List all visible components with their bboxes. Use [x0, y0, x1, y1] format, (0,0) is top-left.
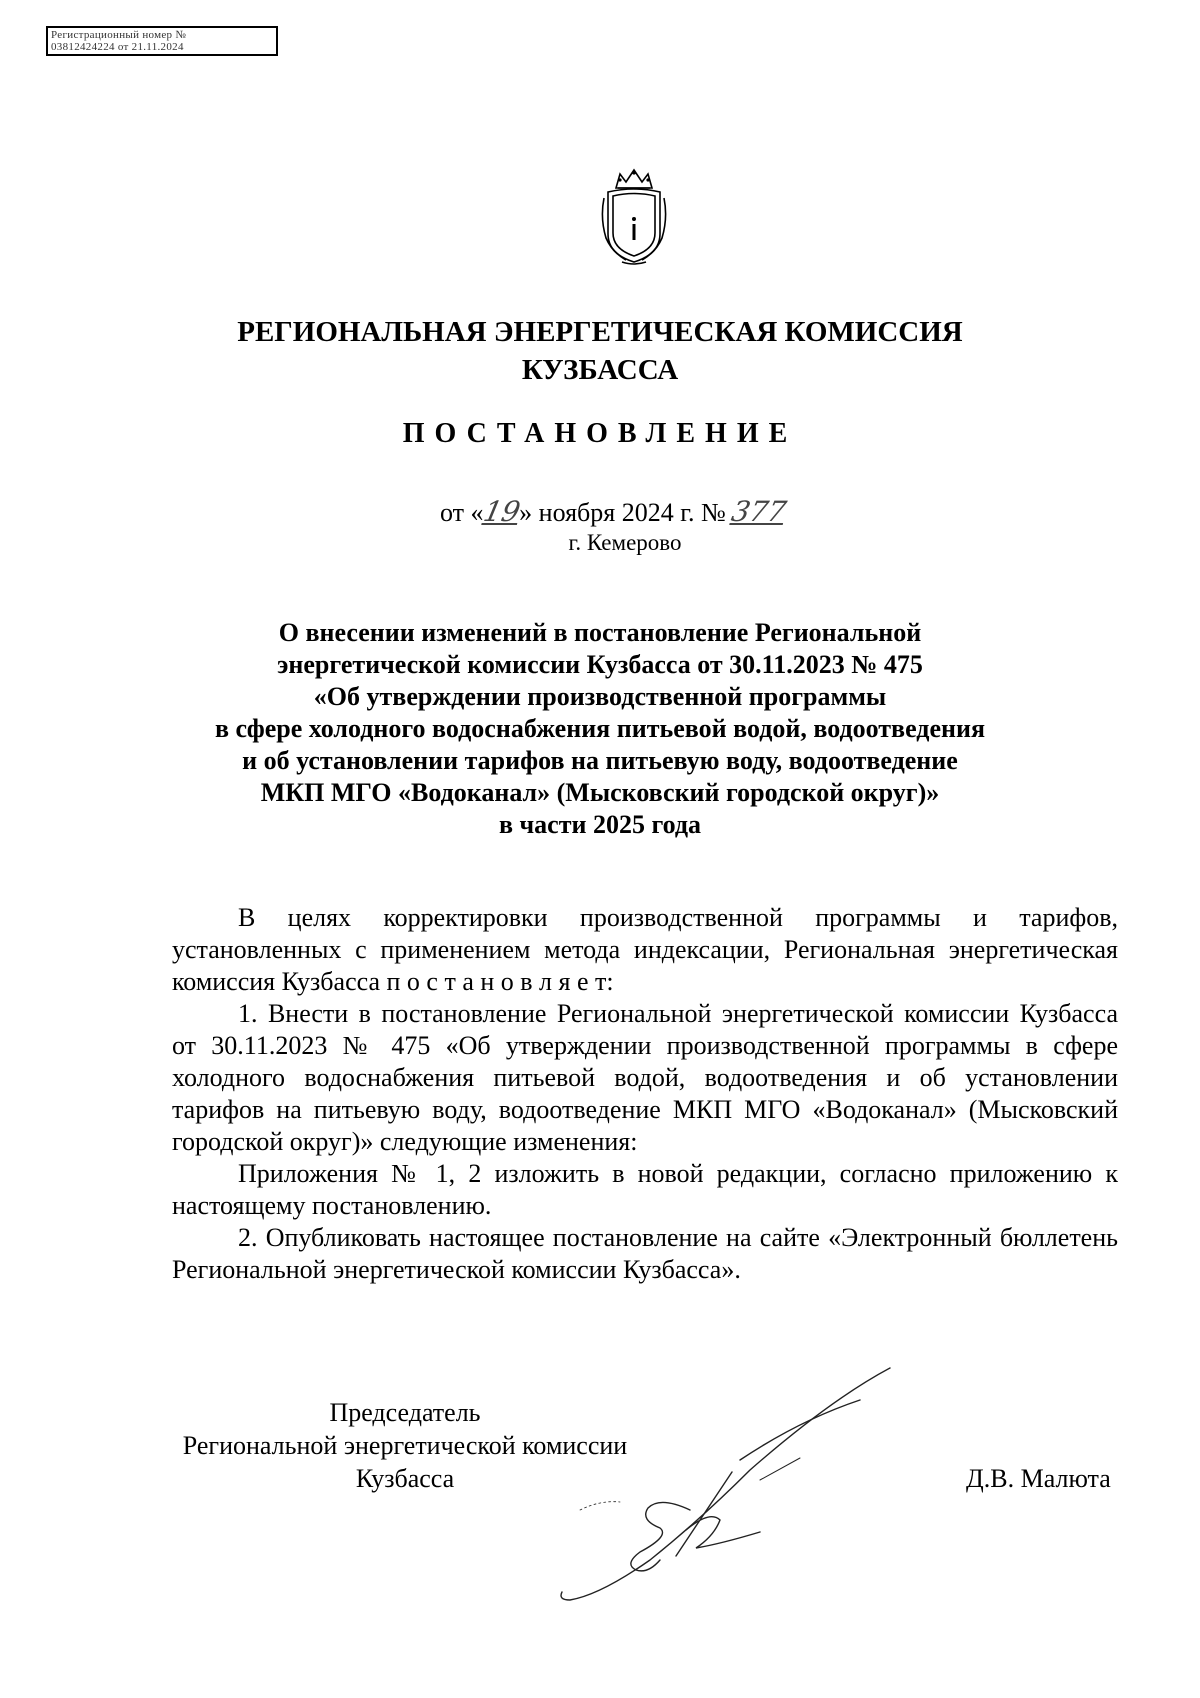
signatory-title-line-2: Региональной энергетической комиссии: [182, 1431, 628, 1460]
subject-line: МКП МГО «Водоканал» (Мысковский городской округ)»: [260, 778, 940, 807]
handwritten-number: 377: [728, 495, 790, 528]
subject-line: и об установлении тарифов на питьевую воду, водоотведение: [242, 746, 958, 775]
subject-line: О внесении изменений в постановление Региональной: [278, 618, 922, 647]
subject-line: энергетической комиссии Кузбасса от 30.11.2023 № 475: [277, 650, 923, 679]
document-body: [172, 902, 1118, 1286]
city: г. Кемерово: [568, 530, 682, 555]
date-middle: » ноября 2024 г. №: [519, 498, 726, 527]
organization-name: [0, 313, 1200, 389]
signatory-title-line-3: Кузбасса: [355, 1464, 455, 1493]
registration-line-2: 03812424224 от 21.11.2024: [51, 41, 184, 53]
org-line-2: КУЗБАССА: [521, 354, 679, 386]
registration-line-1: Регистрационный номер №: [51, 29, 187, 41]
date-prefix: от «: [440, 498, 484, 527]
signatory-name: Д.В. Малюта: [966, 1464, 1111, 1493]
body-paragraph-4: 2. Опубликовать настоящее постановление на сайте «Электронный бюллетень Региональной энергетической комиссии Кузбасса».: [172, 1223, 1118, 1284]
subject-line: «Об утверждении производственной программы: [313, 682, 887, 711]
handwritten-signature-icon: [500, 1360, 920, 1620]
registration-stamp: [46, 26, 278, 56]
subject-line: в части 2025 года: [498, 810, 702, 839]
body-paragraph-3: Приложения № 1, 2 изложить в новой редакции, согласно приложению к настоящему постановлению.: [172, 1159, 1118, 1220]
signatory-title-line-1: Председатель: [329, 1398, 481, 1427]
handwritten-day: 19: [480, 495, 523, 528]
subject-line: в сфере холодного водоснабжения питьевой водой, водоотведения: [214, 714, 986, 743]
document-subject: [100, 617, 1100, 841]
document-type: ПОСТАНОВЛЕНИЕ: [402, 418, 798, 449]
body-paragraph-1: В целях корректировки производственной программы и тарифов, установленных с применением метода индексации, Региональная энергетическая комиссия Кузбасса п о с т а н о в л я е т:: [172, 903, 1118, 996]
date-number-line: [440, 495, 790, 529]
body-paragraph-2: 1. Внести в постановление Региональной энергетической комиссии Кузбасса от 30.11.2023 № 475 «Об утверждении производственной программы в сфере холодного водоснабжения питьевой водой, водоотведения и об установлении тарифов на питьевую воду, водоотведение МКП МГО «Водоканал» (Мысковский городской округ)» следующие изменения:: [172, 999, 1118, 1156]
kuzbass-coat-of-arms-icon: [596, 168, 672, 266]
org-line-1: РЕГИОНАЛЬНАЯ ЭНЕРГЕТИЧЕСКАЯ КОМИССИЯ: [237, 316, 963, 348]
